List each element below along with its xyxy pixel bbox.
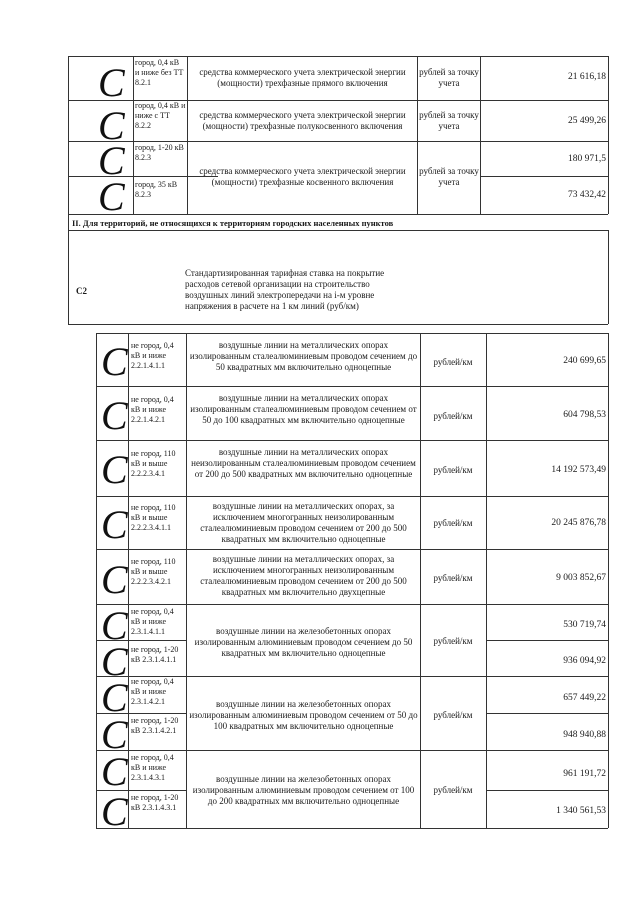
row-value: 240 699,65 <box>563 356 606 366</box>
c-letter-icon: С <box>101 502 128 547</box>
row-code: не город, 0,4 кВ и ниже 2.3.1.4.3.1 <box>131 753 174 782</box>
row-value: 936 094,92 <box>563 656 606 666</box>
row-value: 1 340 561,53 <box>556 806 606 816</box>
section-title: II. Для территорий, не относящихся к территориям городских населенных пунктов <box>72 218 394 228</box>
row-value: 20 245 876,78 <box>551 518 606 528</box>
row-description: воздушные линии на металлических опорах, за исключением многогранных неизолированным сталеалюминиевым проводом сечением от 200 до 500 квадратных мм включительно одноцепные <box>200 501 407 544</box>
row-description: воздушные линии на железобетонных опорах изолированным алюминиевым проводом сечением от 50 до 100 квадратных мм включительно одноцепные <box>189 699 418 731</box>
row-description: воздушные линии на железобетонных опорах изолированным алюминиевым проводом сечением от 100 до 200 квадратных мм включительно одноцепные <box>192 774 415 806</box>
row-value: 25 499,26 <box>568 116 606 126</box>
c-letter-icon: С <box>98 174 125 219</box>
row-description: воздушные линии на железобетонных опорах изолированным алюминиевым проводом сечением до 50 квадратных мм включительно одноцепные <box>194 626 413 658</box>
row-code: не город, 0,4 кВ и ниже 2.2.1.4.1.1 <box>131 341 174 370</box>
row-value: 604 798,53 <box>563 410 606 420</box>
row-code: не город, 110 кВ и выше 2.2.2.3.4.1 <box>131 449 176 478</box>
c-letter-icon: С <box>101 712 128 757</box>
row-unit: рублей/км <box>433 411 473 421</box>
c2-description: Стандартизированная тарифная ставка на покрытие расходов сетевой организации на строительство воздушных линий электропередачи на i-м уровне напряжения в расчете на 1 км линий (руб/км) <box>185 268 385 311</box>
row-code: не город, 110 кВ и выше 2.2.2.3.4.1.1 <box>131 503 176 532</box>
row-value: 948 940,88 <box>563 730 606 740</box>
c-letter-icon: С <box>98 138 125 183</box>
c-letter-icon: С <box>101 339 128 384</box>
row-code: не город, 1-20 кВ 2.3.1.4.3.1 <box>131 793 179 812</box>
row-code: город, 0,4 кВ и ниже с ТТ 8.2.2 <box>135 101 186 130</box>
row-value: 21 616,18 <box>568 72 606 82</box>
row-unit: рублей/км <box>433 785 473 795</box>
c-letter-icon: С <box>101 639 128 684</box>
row-description: воздушные линии на металлических опорах неизолированным сталеалюминиевым проводом сечением от 200 до 500 квадратных мм включительно одноцепные <box>191 447 416 479</box>
row-code: не город, 0,4 кВ и ниже 2.3.1.4.2.1 <box>131 677 174 706</box>
row-value: 961 191,72 <box>563 769 606 779</box>
c-letter-icon: С <box>101 749 128 794</box>
c-letter-icon: С <box>98 103 125 148</box>
c-letter-icon: С <box>101 447 128 492</box>
row-code: не город, 1-20 кВ 2.3.1.4.1.1 <box>131 645 179 664</box>
row-code: не город, 0,4 кВ и ниже 2.2.1.4.2.1 <box>131 395 174 424</box>
row-unit: рублей/км <box>433 518 473 528</box>
row-unit: рублей/км <box>433 710 473 720</box>
row-value: 9 003 852,67 <box>556 573 606 583</box>
row-code: не город, 110 кВ и выше 2.2.2.3.4.2.1 <box>131 557 176 586</box>
row-description: средства коммерческого учета электрической энергии (мощности) трехфазные прямого включения <box>199 67 406 88</box>
row-description: воздушные линии на металлических опорах, за исключением многогранных неизолированным сталеалюминиевым проводом сечением от 200 до 500 квадратных мм включительно двухцепные <box>200 554 407 597</box>
c-letter-icon: С <box>101 675 128 720</box>
row-value: 530 719,74 <box>563 620 606 630</box>
row-description: средства коммерческого учета электрической энергии (мощности) трехфазные косвенного включения <box>199 166 406 187</box>
row-unit: рублей за точку учета <box>419 110 479 131</box>
row-unit: рублей/км <box>433 636 473 646</box>
row-value: 180 971,5 <box>568 154 606 164</box>
row-code: город, 35 кВ 8.2.3 <box>135 180 178 199</box>
row-unit: рублей за точку учета <box>419 67 479 88</box>
row-unit: рублей/км <box>433 357 473 367</box>
row-description: воздушные линии на металлических опорах изолированным сталеалюминиевым проводом сечением от 50 до 100 квадратных мм включительно одноцепные <box>190 393 417 425</box>
row-unit: рублей/км <box>433 465 473 475</box>
row-value: 73 432,42 <box>568 190 606 200</box>
row-value: 657 449,22 <box>563 693 606 703</box>
row-description: средства коммерческого учета электрической энергии (мощности) трехфазные полукосвенного включения <box>199 110 406 131</box>
c-letter-icon: С <box>101 393 128 438</box>
row-code: не город, 1-20 кВ 2.3.1.4.2.1 <box>131 716 179 735</box>
row-unit: рублей/км <box>433 573 473 583</box>
row-code: город, 1-20 кВ 8.2.3 <box>135 143 184 162</box>
c-letter-icon: С <box>98 60 125 105</box>
row-value: 14 192 573,49 <box>551 465 606 475</box>
row-unit: рублей за точку учета <box>419 166 479 187</box>
row-description: воздушные линии на металлических опорах изолированным сталеалюминиевым проводом сечением до 50 квадратных мм включительно одноцепные <box>189 340 418 372</box>
c-letter-icon: С <box>101 603 128 648</box>
c-letter-icon: С <box>101 789 128 834</box>
row-code: не город, 0,4 кВ и ниже 2.3.1.4.1.1 <box>131 607 174 636</box>
row-code: город, 0,4 кВ и ниже без ТТ 8.2.1 <box>135 58 184 87</box>
c2-code: С2 <box>76 286 87 296</box>
c-letter-icon: С <box>101 557 128 602</box>
